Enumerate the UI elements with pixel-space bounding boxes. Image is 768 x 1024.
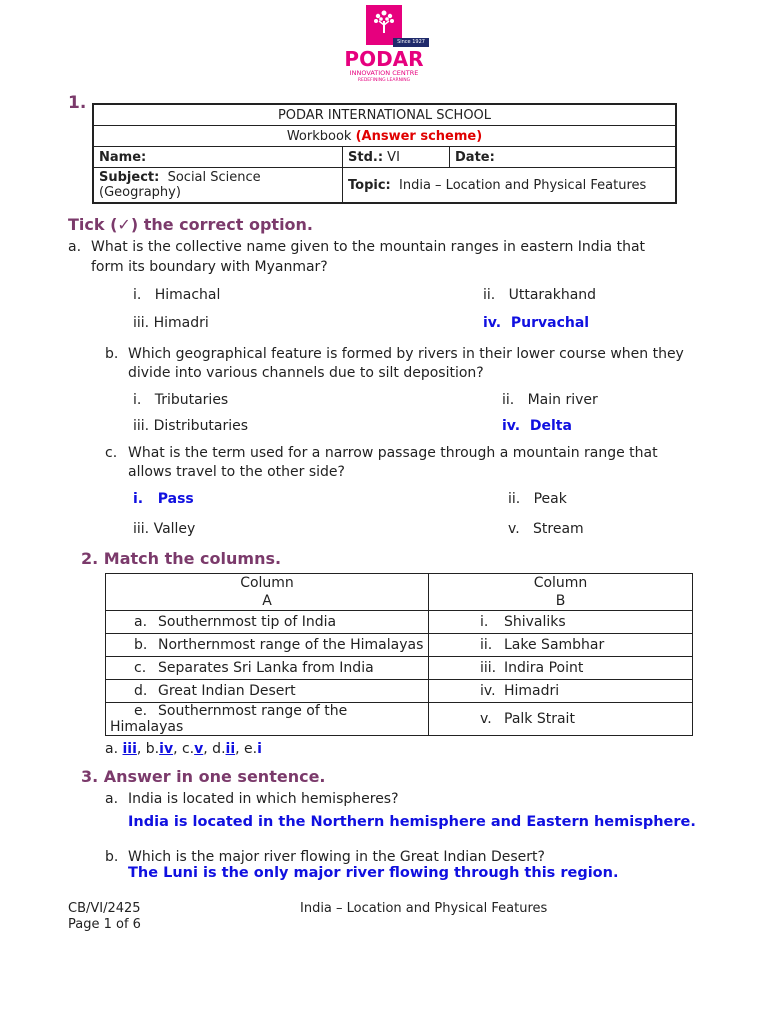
column-b-cell: iii. Indira Point (429, 657, 693, 680)
column-b-cell: i. Shivaliks (429, 611, 693, 634)
question-b-line2: divide into various channels due to silt deposition? (128, 365, 484, 381)
topic-cell: Topic: India – Location and Physical Features (343, 168, 677, 204)
qa-option-4-correct: iv. Purvachal (483, 315, 590, 331)
table-row (106, 657, 693, 680)
qb-option-4-correct: iv. Delta (502, 418, 572, 434)
question-b-marker: b. (105, 346, 119, 362)
sentence-q-a-marker: a. (105, 791, 119, 807)
subject-cell: Subject: Social Science (Geography) (93, 168, 343, 204)
question-a-line1: What is the collective name given to the mountain ranges in eastern India that (91, 239, 646, 255)
match-section-title: 2. Match the columns. (81, 549, 282, 568)
qb-option-2: ii. Main river (502, 392, 598, 408)
qa-option-2: ii. Uttarakhand (483, 287, 597, 303)
tree-icon (366, 5, 425, 45)
logo-tagline: REDEFINING LEARNING (357, 78, 411, 83)
table-row (106, 680, 693, 703)
question-a-marker: a. (68, 239, 82, 255)
column-a-header: Column A (106, 574, 429, 611)
date-label: Date: (450, 147, 677, 168)
question-b-line1: Which geographical feature is formed by rivers in their lower course when they (128, 346, 684, 362)
column-a-cell: d. Great Indian Desert (106, 680, 429, 703)
std-cell: Std.: VI (343, 147, 450, 168)
header-table (92, 103, 677, 204)
qa-option-3: iii. Himadri (133, 315, 209, 331)
sentence-answer-b: The Luni is the only major river flowing through this region. (128, 865, 619, 881)
school-name: PODAR INTERNATIONAL SCHOOL (93, 104, 676, 126)
column-a-cell: c. Separates Sri Lanka from India (106, 657, 429, 680)
question-c-marker: c. (105, 445, 118, 461)
qb-option-1: i. Tributaries (133, 392, 229, 408)
sentence-answer-a: India is located in the Northern hemisphere and Eastern hemisphere. (128, 814, 696, 830)
tick-section-title: Tick (✓) the correct option. (68, 215, 314, 234)
question-number-1: 1. (68, 93, 87, 113)
answer-scheme-label: (Answer scheme) (355, 128, 483, 144)
column-b-cell: ii. Lake Sambhar (429, 634, 693, 657)
table-row (106, 703, 693, 736)
column-b-cell: iv. Himadri (429, 680, 693, 703)
qc-option-1-correct: i. Pass (133, 491, 194, 507)
match-answer-key: a. iii, b.iv, c.v, d.ii, e.i (105, 741, 262, 757)
qa-option-1: i. Himachal (133, 287, 221, 303)
workbook-title: Workbook (Answer scheme) (93, 126, 676, 147)
sentence-section-title: 3. Answer in one sentence. (81, 767, 326, 786)
question-c-line2: allows travel to the other side? (128, 464, 345, 480)
sentence-q-b: Which is the major river flowing in the Great Indian Desert? (128, 849, 545, 865)
footer-page-number: Page 1 of 6 (68, 917, 141, 932)
column-a-cell: b. Northernmost range of the Himalayas (106, 634, 429, 657)
column-b-cell: v. Palk Strait (429, 703, 693, 736)
name-label: Name: (93, 147, 343, 168)
footer-title: India – Location and Physical Features (300, 901, 548, 916)
qc-option-2: ii. Peak (508, 491, 567, 507)
sentence-q-b-marker: b. (105, 849, 119, 865)
qb-option-3: iii. Distributaries (133, 418, 249, 434)
logo-subtitle: INNOVATION CENTRE (349, 69, 419, 77)
logo-since: Since 1927 (393, 38, 429, 47)
school-logo (339, 3, 429, 89)
table-row (106, 634, 693, 657)
column-a-cell: a. Southernmost tip of India (106, 611, 429, 634)
column-a-cell: e. Southernmost range of the Himalayas (106, 703, 429, 736)
question-c-line1: What is the term used for a narrow passage through a mountain range that (128, 445, 658, 461)
footer-code: CB/VI/2425 (68, 901, 141, 916)
question-a-line2: form its boundary with Myanmar? (91, 259, 328, 275)
qc-option-3: iii. Valley (133, 521, 196, 537)
table-row (106, 611, 693, 634)
match-table (105, 573, 693, 736)
logo-name: PODAR (344, 47, 424, 71)
sentence-q-a: India is located in which hemispheres? (128, 791, 399, 807)
qc-option-4: v. Stream (508, 521, 584, 537)
column-b-header: Column B (429, 574, 693, 611)
